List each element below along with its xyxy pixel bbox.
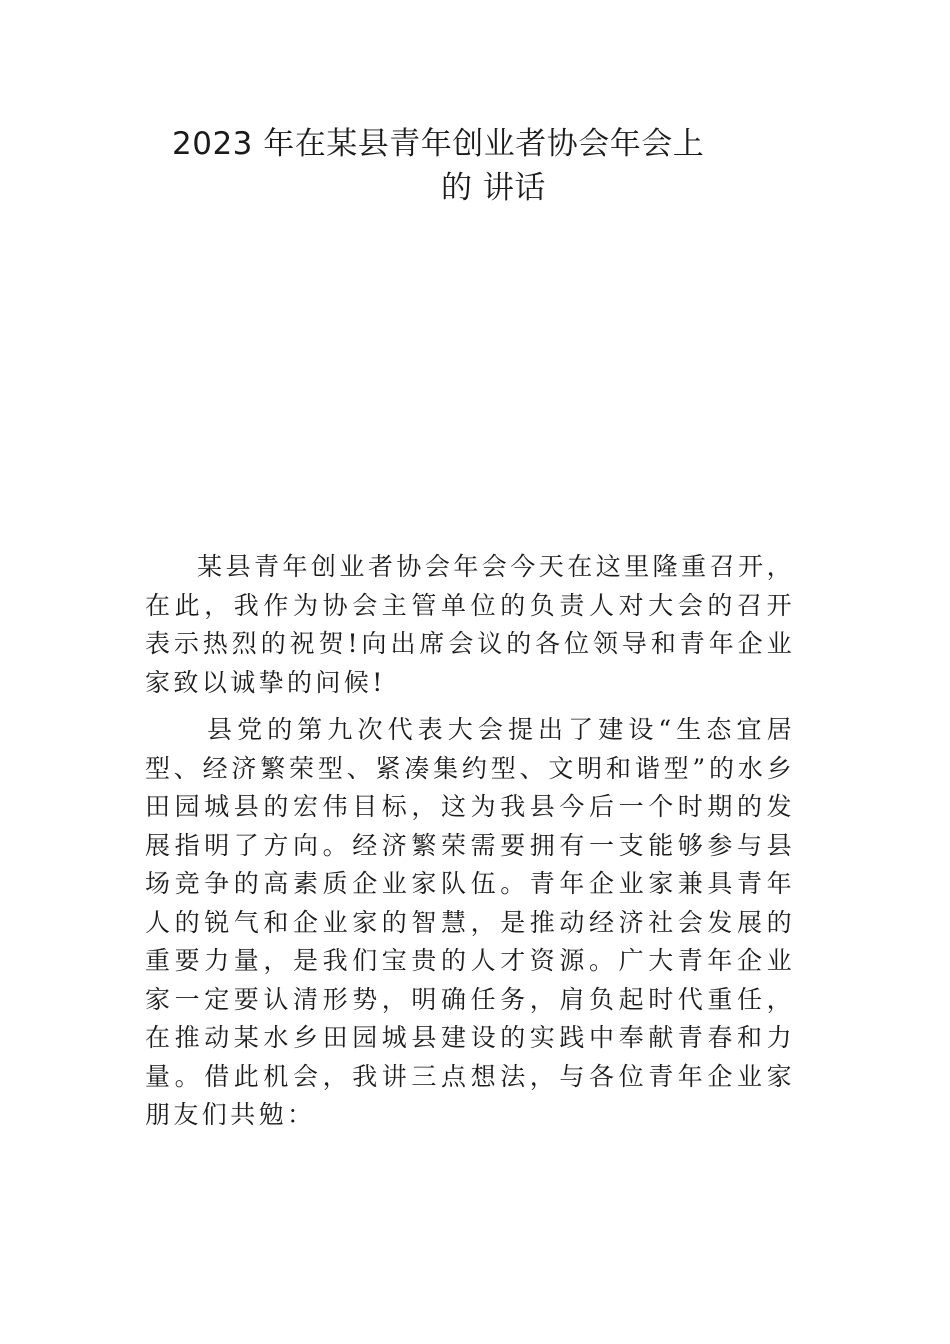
title-line-2: 的 讲话 [441,170,546,206]
paragraph-opening: 某县青年创业者协会年会今天在这里隆重召开，在此，我作为协会主管单位的负责人对大会的召开表示热烈的祝贺!向出席会议的各位领导和青年企业家致以诚挚的问候! [145,552,795,697]
title-line-1: 2023 年在某县青年创业者协会年会上 [172,126,705,162]
paragraph-goals: 县党的第九次代表大会提出了建设“生态宜居型、经济繁荣型、紧凑集约型、文明和谐型”的水乡田园城县的宏伟目标，这为我县今后一个时期的发展指明了方向。经济繁荣需要拥有一支能够参与县场竞争的高素质企业家队伍。青年企业家兼具青年人的锐气和企业家的智慧，是推动经济社会发展的重要力量，是我们宝贵的人才资源。广大青年企业家一定要认清形势，明确任务，肩负起时代重任，在推动某水乡田园城县建设的实践中奉献青春和力量。借此机会，我讲三点想法，与各位青年企业家朋友们共勉： [145,715,795,1129]
document-title [150,122,770,210]
document-body [145,548,795,1135]
